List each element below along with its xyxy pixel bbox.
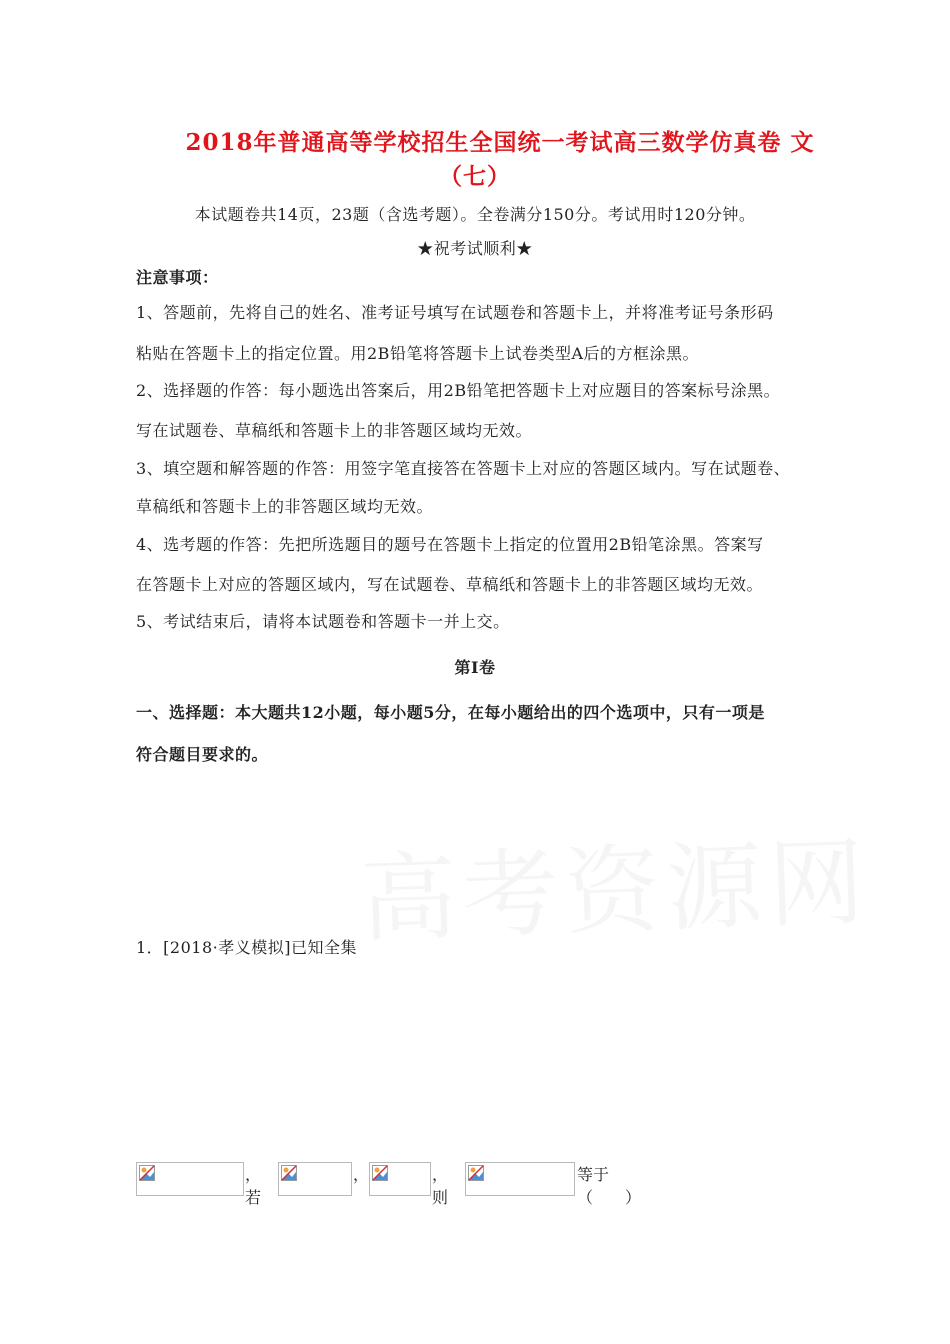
formula-image-universal-set <box>136 1162 244 1196</box>
note-line: 5、考试结束后，请将本试题卷和答题卡一并上交。 <box>136 612 510 631</box>
note-line: 写在试题卷、草稿纸和答题卡上的非答题区域均无效。 <box>136 421 533 440</box>
question-1-tail: 等于（ ） <box>577 1165 642 1207</box>
exam-info: 本试题卷共14页，23题（含选考题）。全卷满分150分。考试用时120分钟。 <box>194 205 756 224</box>
note-line: 在答题卡上对应的答题区域内，写在试题卷、草稿纸和答题卡上的非答题区域均无效。 <box>136 575 764 594</box>
note-line: 3、填空题和解答题的作答：用签字笔直接答在答题卡上对应的答题区域内。写在试题卷、 <box>136 459 791 478</box>
note-line: 4、选考题的作答：先把所选题目的题号在答题卡上指定的位置用2B铅笔涂黑。答案写 <box>136 535 764 554</box>
section-heading-line2: 符合题目要求的。 <box>136 745 269 764</box>
broken-image-icon <box>468 1165 484 1181</box>
note-line: 1、答题前，先将自己的姓名、准考证号填写在试题卷和答题卡上，并将准考证号条形码 <box>136 303 774 322</box>
section-heading-line1: 一、选择题：本大题共12小题，每小题5分，在每小题给出的四个选项中，只有一项是 <box>136 703 765 722</box>
note-line: 2、选择题的作答：每小题选出答案后，用2B铅笔把答题卡上对应题目的答案标号涂黑。 <box>136 381 781 400</box>
formula-image-expression <box>465 1162 575 1196</box>
formula-separator: ，若 <box>245 1165 262 1207</box>
broken-image-icon <box>139 1165 155 1181</box>
formula-image-condition-b <box>369 1162 431 1196</box>
document-title-line2: （七） <box>439 163 511 190</box>
question-1-stem: 1．[2018·孝义模拟]已知全集 <box>136 938 357 957</box>
note-line: 粘贴在答题卡上的指定位置。用2B铅笔将答题卡上试卷类型A后的方框涂黑。 <box>136 344 699 363</box>
formula-separator: ， <box>353 1165 370 1184</box>
volume-heading: 第Ⅰ卷 <box>454 658 496 677</box>
document-title-line1: 2018年普通高等学校招生全国统一考试高三数学仿真卷 文 <box>185 129 815 156</box>
broken-image-icon <box>372 1165 388 1181</box>
formula-image-condition-a <box>278 1162 352 1196</box>
formula-separator: ，则 <box>432 1165 449 1207</box>
watermark-logo <box>358 806 872 961</box>
notes-heading: 注意事项： <box>136 268 219 287</box>
blessing-text: ★祝考试顺利★ <box>417 239 533 258</box>
broken-image-icon <box>281 1165 297 1181</box>
note-line: 草稿纸和答题卡上的非答题区域均无效。 <box>136 497 434 516</box>
